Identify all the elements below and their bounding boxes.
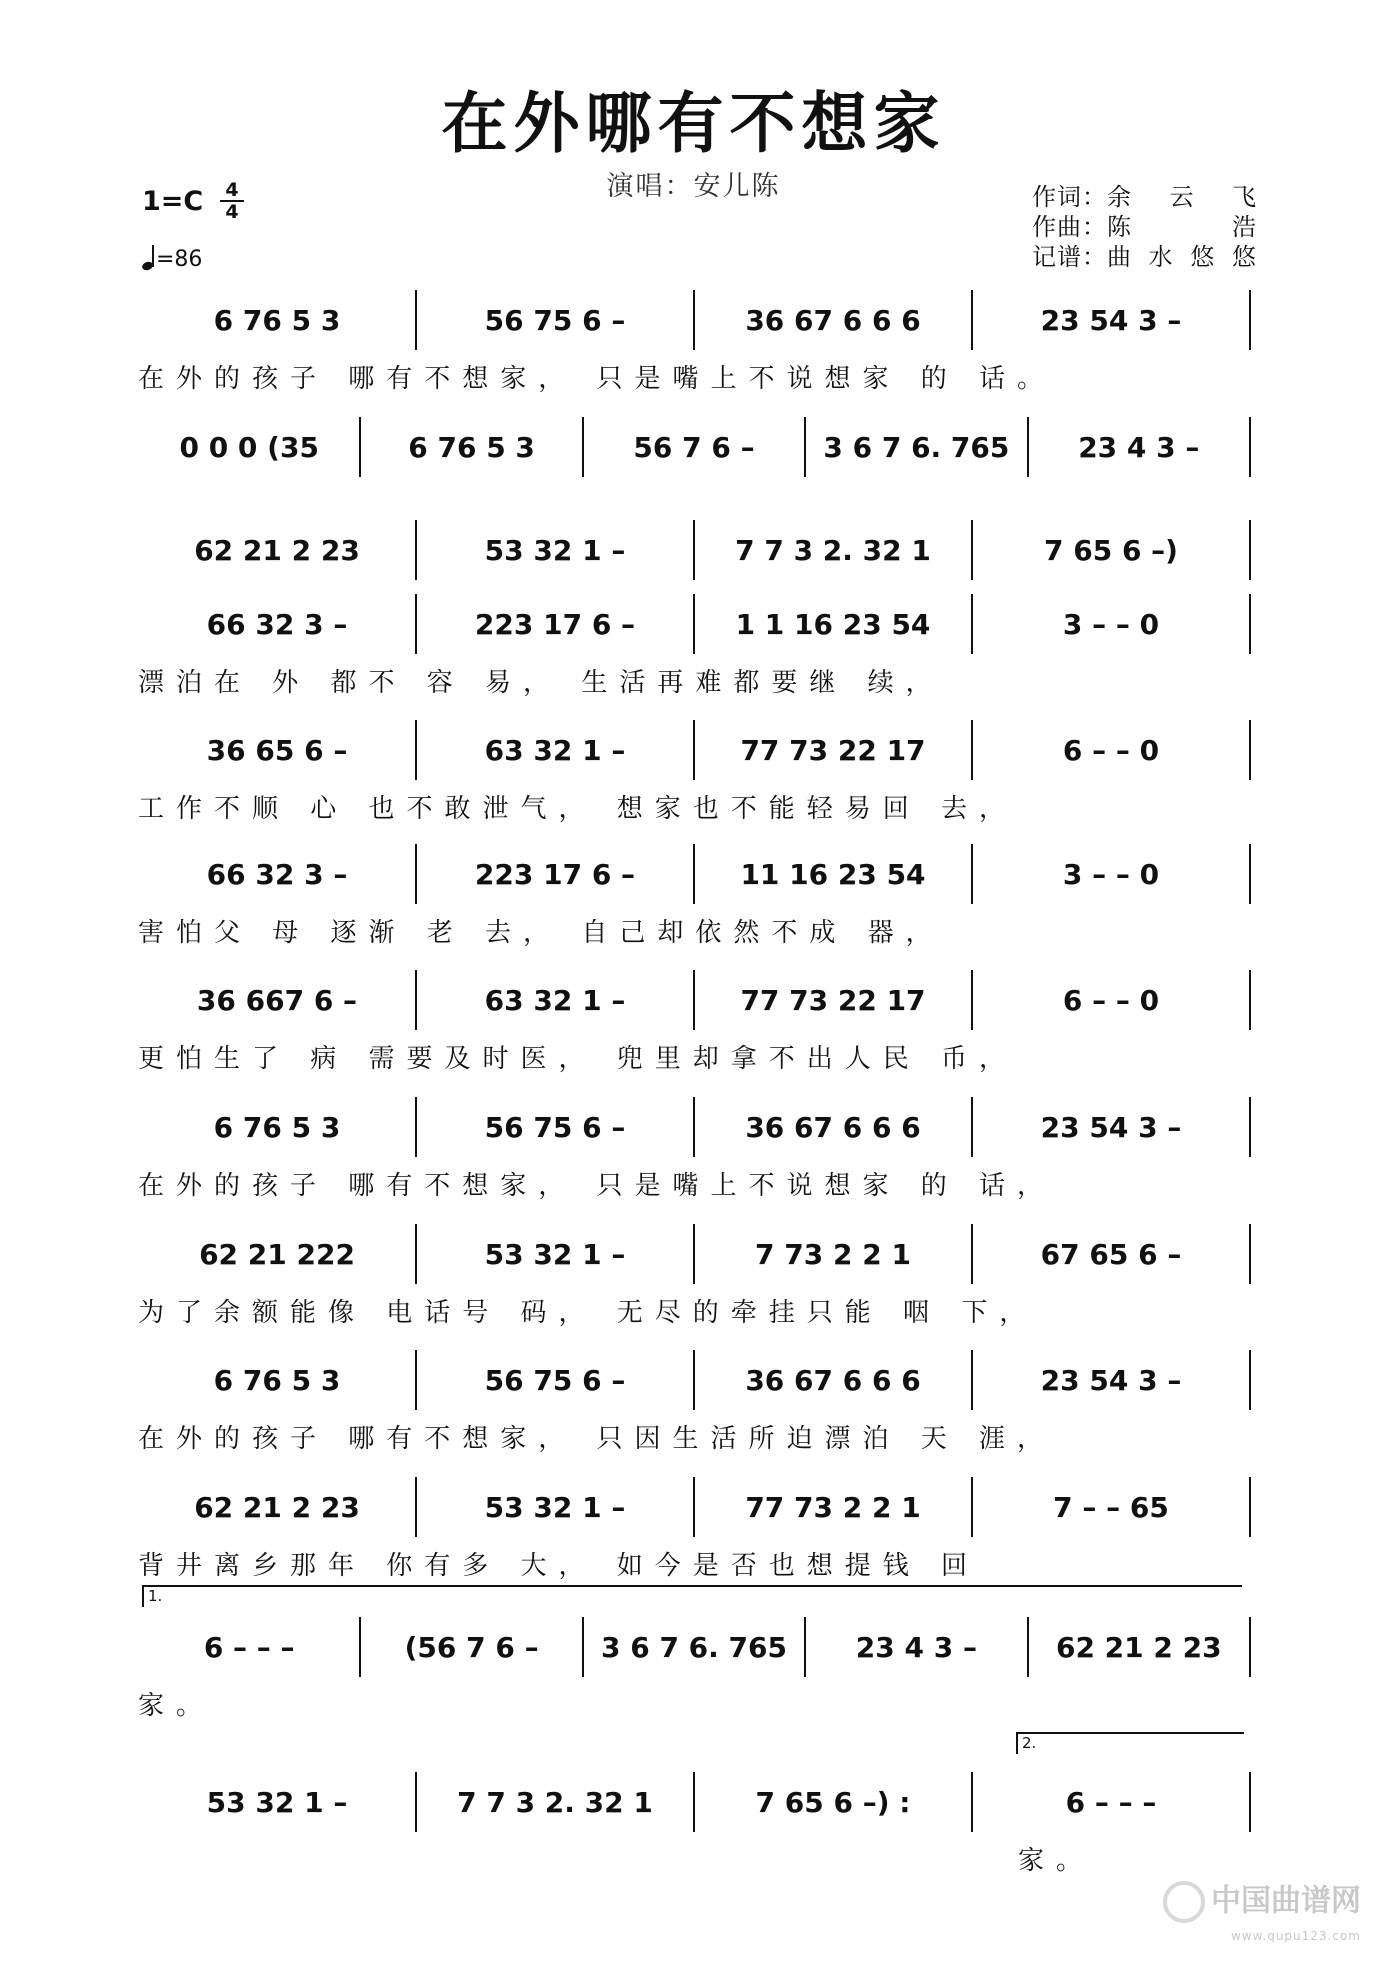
measure: 66 32 3 – (206, 607, 348, 641)
barline (1249, 594, 1251, 654)
measure: 6 76 5 3 (213, 1110, 341, 1144)
measure: 36 667 6 – (196, 983, 358, 1017)
lyric-line: 更怕生了 病 需要及时医， 兜里却拿不出人民 币， (138, 1044, 1018, 1074)
lyric-line: 家。 (138, 1691, 215, 1721)
measure: 1 1 16 23 54 (735, 607, 931, 641)
measure: 23 54 3 – (1040, 303, 1182, 337)
measure: 77 73 22 17 (740, 983, 926, 1017)
notation-row (138, 728, 1250, 772)
credit-label: 作词： (1032, 183, 1107, 211)
barline (1249, 720, 1251, 780)
notation-row (138, 1625, 1250, 1669)
tempo-value: =86 (156, 247, 203, 272)
ending-label: 2. (1022, 1734, 1037, 1752)
credit-transcriber (1032, 242, 1257, 272)
lyric-line: 家。 (1018, 1846, 1095, 1876)
credit-value: 曲水悠悠 (1107, 243, 1257, 271)
measure: 11 16 23 54 (740, 857, 926, 891)
barline (1249, 290, 1251, 350)
measure: 56 75 6 – (484, 303, 626, 337)
barline (1249, 417, 1251, 477)
measure: 53 32 1 – (484, 533, 626, 567)
site-logo-icon (1163, 1881, 1205, 1923)
measure: 223 17 6 – (474, 857, 636, 891)
measure: 6 76 5 3 (213, 1363, 341, 1397)
measure: 3 – – 0 (1062, 607, 1160, 641)
measure: 56 7 6 – (633, 430, 755, 464)
lyric-line: 在外的孩子 哪有不想家， 只是嘴上不说想家 的 话， (138, 1171, 1056, 1201)
credit-lyricist (1032, 182, 1257, 212)
barline (1249, 1350, 1251, 1410)
notation-row (138, 1780, 1250, 1824)
measure: 62 21 2 23 (194, 533, 360, 567)
time-signature (220, 180, 244, 222)
notation-row (138, 1358, 1250, 1402)
time-signature-denominator: 4 (225, 201, 239, 223)
notation-row (138, 528, 1250, 572)
credit-label: 作曲： (1032, 213, 1107, 241)
key-signature: 1=C (142, 186, 204, 217)
ending-label: 1. (148, 1587, 163, 1605)
credit-value: 余云飞 (1107, 183, 1257, 211)
notation-row (138, 978, 1250, 1022)
barline (1249, 844, 1251, 904)
measure: 36 65 6 – (206, 733, 348, 767)
notation-row (138, 1105, 1250, 1149)
lyric-line: 在外的孩子 哪有不想家， 只因生活所迫漂泊 天 涯， (138, 1424, 1056, 1454)
measure: 3 – – 0 (1062, 857, 1160, 891)
measure: 3 6 7 6. 765 (600, 1630, 787, 1664)
credits (1032, 182, 1257, 272)
lyric-line: 背井离乡那年 你有多 大， 如今是否也想提钱 回 (138, 1551, 980, 1581)
notation-row (138, 425, 1250, 469)
measure: 66 32 3 – (206, 857, 348, 891)
watermark-url: www.qupu123.com (1231, 1929, 1361, 1943)
measure: 7 65 6 –) (1044, 533, 1178, 567)
barline (1249, 1097, 1251, 1157)
measure: 62 21 2 23 (1055, 1630, 1222, 1664)
measure: 6 – – – (203, 1630, 295, 1664)
barline (1249, 1477, 1251, 1537)
measure: 0 0 0 (35 (179, 430, 319, 464)
notation-row (138, 298, 1250, 342)
credit-composer (1032, 212, 1257, 242)
measure: 6 – – – (1065, 1785, 1157, 1819)
measure: 56 75 6 – (484, 1110, 626, 1144)
measure: 23 4 3 – (1078, 430, 1200, 464)
measure: 36 67 6 6 6 (745, 1110, 921, 1144)
measure: 67 65 6 – (1040, 1237, 1182, 1271)
ending-bracket-1 (142, 1585, 1242, 1607)
measure: 6 76 5 3 (408, 430, 535, 464)
barline (1249, 1772, 1251, 1832)
measure: 63 32 1 – (484, 733, 626, 767)
notation-row (138, 1232, 1250, 1276)
notation-row (138, 1485, 1250, 1529)
credit-value: 陈浩 (1107, 213, 1257, 241)
lyric-line: 害怕父 母 逐渐 老 去， 自己却依然不成 器， (138, 918, 944, 948)
measure: 77 73 2 2 1 (745, 1490, 921, 1524)
barline (1249, 1617, 1251, 1677)
measure: 56 75 6 – (484, 1363, 626, 1397)
notation-row (138, 852, 1250, 896)
song-title: 在外哪有不想家 (441, 84, 946, 162)
measure: 53 32 1 – (484, 1490, 626, 1524)
measure: 62 21 222 (199, 1237, 355, 1271)
singer-line: 演唱：安儿陈 (606, 171, 781, 202)
lyric-line: 工作不顺 心 也不敢泄气， 想家也不能轻易回 去， (138, 794, 1018, 824)
credit-label: 记谱： (1032, 243, 1107, 271)
barline (1249, 1224, 1251, 1284)
measure: (56 7 6 – (404, 1630, 539, 1664)
measure: 53 32 1 – (484, 1237, 626, 1271)
lyric-line: 为了余额能像 电话号 码， 无尽的牵挂只能 咽 下， (138, 1298, 1038, 1328)
lyric-line: 在外的孩子 哪有不想家， 只是嘴上不说想家 的 话。 (138, 364, 1056, 394)
measure: 23 4 3 – (855, 1630, 977, 1664)
measure: 223 17 6 – (474, 607, 636, 641)
time-signature-numerator: 4 (220, 180, 244, 202)
ending-bracket-2 (1016, 1732, 1244, 1754)
measure: 7 7 3 2. 32 1 (735, 533, 931, 567)
measure: 6 – – 0 (1062, 733, 1160, 767)
tempo-mark (142, 244, 202, 272)
measure: 36 67 6 6 6 (745, 303, 921, 337)
measure: 23 54 3 – (1040, 1110, 1182, 1144)
measure: 62 21 2 23 (194, 1490, 360, 1524)
measure: 7 73 2 2 1 (755, 1237, 911, 1271)
measure: 6 76 5 3 (213, 303, 341, 337)
measure: 53 32 1 – (206, 1785, 348, 1819)
notation-row (138, 602, 1250, 646)
quarter-note-icon (142, 244, 156, 270)
barline (1249, 520, 1251, 580)
watermark (1163, 1881, 1361, 1949)
measure: 77 73 22 17 (740, 733, 926, 767)
measure: 36 67 6 6 6 (745, 1363, 921, 1397)
lyric-line: 漂泊在 外 都不 容 易， 生活再难都要继 续， (138, 668, 944, 698)
measure: 63 32 1 – (484, 983, 626, 1017)
measure: 7 – – 65 (1053, 1490, 1169, 1524)
measure: 23 54 3 – (1040, 1363, 1182, 1397)
measure: 7 7 3 2. 32 1 (457, 1785, 653, 1819)
measure: 7 65 6 –) : (755, 1785, 911, 1819)
watermark-name: 中国曲谱网 (1211, 1883, 1361, 1919)
measure: 3 6 7 6. 765 (823, 430, 1010, 464)
measure: 6 – – 0 (1062, 983, 1160, 1017)
barline (1249, 970, 1251, 1030)
